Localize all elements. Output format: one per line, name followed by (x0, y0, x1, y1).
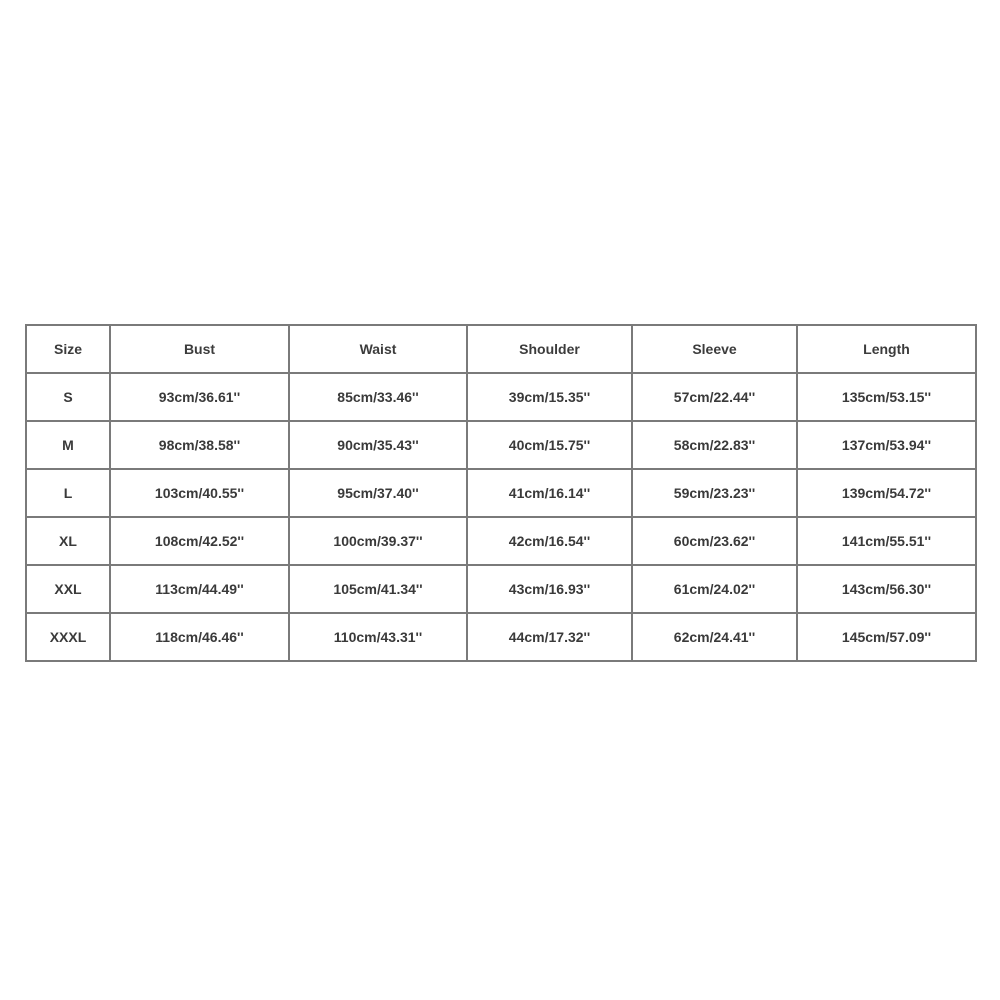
header-sleeve: Sleeve (632, 325, 797, 373)
cell-sleeve: 58cm/22.83'' (632, 421, 797, 469)
cell-sleeve: 57cm/22.44'' (632, 373, 797, 421)
cell-size: XL (26, 517, 110, 565)
cell-length: 135cm/53.15'' (797, 373, 976, 421)
cell-bust: 93cm/36.61'' (110, 373, 289, 421)
header-row (26, 325, 976, 373)
cell-sleeve: 59cm/23.23'' (632, 469, 797, 517)
cell-waist: 95cm/37.40'' (289, 469, 467, 517)
header-size: Size (26, 325, 110, 373)
cell-waist: 105cm/41.34'' (289, 565, 467, 613)
cell-shoulder: 40cm/15.75'' (467, 421, 632, 469)
header-length: Length (797, 325, 976, 373)
cell-bust: 108cm/42.52'' (110, 517, 289, 565)
cell-waist: 85cm/33.46'' (289, 373, 467, 421)
table-row (26, 565, 976, 613)
size-chart-table (25, 324, 977, 662)
cell-shoulder: 43cm/16.93'' (467, 565, 632, 613)
cell-waist: 100cm/39.37'' (289, 517, 467, 565)
cell-length: 141cm/55.51'' (797, 517, 976, 565)
cell-length: 143cm/56.30'' (797, 565, 976, 613)
cell-bust: 118cm/46.46'' (110, 613, 289, 661)
header-waist: Waist (289, 325, 467, 373)
cell-shoulder: 42cm/16.54'' (467, 517, 632, 565)
table-row (26, 613, 976, 661)
table-row (26, 373, 976, 421)
cell-waist: 110cm/43.31'' (289, 613, 467, 661)
cell-size: S (26, 373, 110, 421)
cell-length: 145cm/57.09'' (797, 613, 976, 661)
cell-bust: 103cm/40.55'' (110, 469, 289, 517)
header-bust: Bust (110, 325, 289, 373)
table-row (26, 469, 976, 517)
cell-shoulder: 44cm/17.32'' (467, 613, 632, 661)
cell-size: M (26, 421, 110, 469)
size-chart-body (26, 373, 976, 661)
size-chart-header (26, 325, 976, 373)
cell-bust: 98cm/38.58'' (110, 421, 289, 469)
cell-length: 137cm/53.94'' (797, 421, 976, 469)
table-row (26, 517, 976, 565)
cell-sleeve: 62cm/24.41'' (632, 613, 797, 661)
cell-bust: 113cm/44.49'' (110, 565, 289, 613)
cell-sleeve: 60cm/23.62'' (632, 517, 797, 565)
cell-size: XXXL (26, 613, 110, 661)
cell-shoulder: 39cm/15.35'' (467, 373, 632, 421)
cell-size: XXL (26, 565, 110, 613)
cell-size: L (26, 469, 110, 517)
table-row (26, 421, 976, 469)
cell-shoulder: 41cm/16.14'' (467, 469, 632, 517)
cell-sleeve: 61cm/24.02'' (632, 565, 797, 613)
cell-length: 139cm/54.72'' (797, 469, 976, 517)
header-shoulder: Shoulder (467, 325, 632, 373)
cell-waist: 90cm/35.43'' (289, 421, 467, 469)
